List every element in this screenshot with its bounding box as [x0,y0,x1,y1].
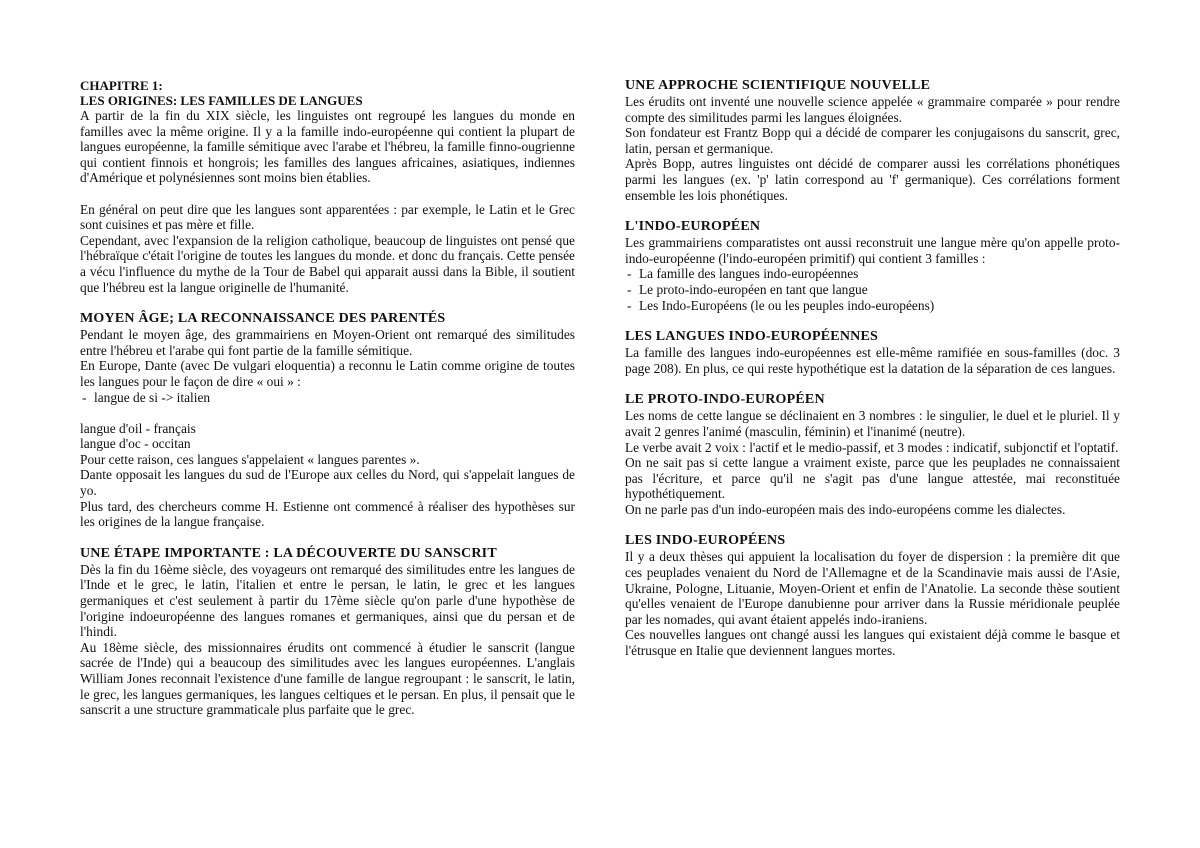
section-indo-europeens [625,533,1120,658]
paragraph: En général on peut dire que les langues sont apparentées : par exemple, le Latin et le Grec sont cuisines et pas mère et fille. [80,201,575,233]
paragraph: Pendant le moyen âge, des grammairiens en Moyen-Orient ont remarqué des similitudes entre l'hébreu et l'arabe qui font partie de la famille sémitique. [80,327,575,358]
section-moyen-age [80,311,575,530]
paragraph: Dante opposait les langues du sud de l'Europe aux celles du Nord, qui s'appelait langues de yo. [80,467,575,499]
paragraph: Ces nouvelles langues ont changé aussi les langues qui existaient déjà comme le basque et l'étrusque en Italie que deviennent langues mortes. [625,627,1120,659]
paragraph: On ne sait pas si cette langue a vraiment existe, parce que les peuplades ne connaissaient pas l'écriture, et parce qu'il ne s'agit pas d'une langue attestée, mai reconstituée hypothétiquement. [625,455,1120,502]
section-heading: LE PROTO-INDO-EUROPÉEN [625,392,825,408]
section-heading: MOYEN ÂGE; LA RECONNAISSANCE DES PARENTÉS [80,311,446,327]
section-indo-europeen [625,219,1120,313]
paragraph: Il y a deux thèses qui appuient la localisation du foyer de dispersion : la première dit que ces peuplades venaient du Nord de l'Allemagne et de la Scandinavie mais aussi de l'Asie, Ukraine, Pologne, Lituanie, Moyen-Orient et enfin de l'Anatolie. La seconde thèse soutient qu'elles venaient de l'Europe danubienne pour arriver dans la Russie méridionale peuplée par les nomades, qui avant étaient appelés indo-iraniens. [625,549,1120,627]
paragraph: En Europe, Dante (avec De vulgari eloquentia) a reconnu le Latin comme origine de toutes les langues pour le façon de dire « oui » : [80,358,575,389]
section-langues [625,329,1120,376]
section-heading: LES LANGUES INDO-EUROPÉENNES [625,329,878,345]
dash-list [625,266,1120,313]
chapter-title: LES ORIGINES: LES FAMILLES DE LANGUES [80,93,363,108]
section-approche [625,78,1120,203]
paragraph: Le verbe avait 2 voix : l'actif et le medio-passif, et 3 modes : indicatif, subjonctif et l'optatif. [625,439,1119,455]
dash-list [80,390,575,406]
paragraph: Pour cette raison, ces langues s'appelaient « langues parentes ». [80,451,420,467]
left-column [80,78,575,734]
paragraph: On ne parle pas d'un indo-européen mais des indo-européens comme les dialectes. [625,501,1066,517]
right-column [625,78,1120,675]
list-item: - langue de si -> italien [80,390,575,406]
paragraph: Les érudits ont inventé une nouvelle science appelée « grammaire comparée » pour rendre compte des similitudes parmi les langues éloignées. [625,94,1120,125]
blank-line [80,186,575,202]
list-item: - La famille des langues indo-européennes [625,266,1120,282]
section-heading: LES INDO-EUROPÉENS [625,533,786,549]
chapter-intro [80,78,575,295]
paragraph: Les grammairiens comparatistes ont aussi reconstruit une langue mère qu'on appelle proto-indo-européenne (l'indo-européen primitif) qui contient 3 familles : [625,235,1120,266]
paragraph: langue d'oc - occitan [80,436,191,452]
list-item: - Le proto-indo-européen en tant que langue [625,282,1120,298]
paragraph: Cependant, avec l'expansion de la religion catholique, beaucoup de linguistes ont pensé que l'hébraïque c'était l'origine de toutes les langues du monde. et donc du français. Cette pensée a vécu l'influence du mythe de la Tour de Babel qui apparait aussi dans la Bible, il soutient que l'hébreu est la langue originelle de l'humanité. [80,232,575,295]
paragraph: langue d'oil - français [80,420,196,436]
section-heading: UNE ÉTAPE IMPORTANTE : LA DÉCOUVERTE DU SANSCRIT [80,545,497,561]
paragraph: Son fondateur est Frantz Bopp qui a décidé de comparer les conjugaisons du sanscrit, grec, latin, persan et germanique. [625,125,1120,156]
paragraph: Après Bopp, autres linguistes ont décidé de comparer aussi les corrélations phonétiques parmi les langues (ex. 'p' latin correspond au 'f' germanique). Ces corrélations forment ensemble les lois phonétiques. [625,156,1120,203]
list-item: - Les Indo-Européens (le ou les peuples indo-européens) [625,298,1120,314]
chapter-number: CHAPITRE 1: [80,78,163,93]
paragraph: La famille des langues indo-européennes est elle-même ramifiée en sous-familles (doc. 3 page 208). En plus, ce qui reste hypothétique est la datation de la séparation de ces langues. [625,345,1120,376]
section-heading: L'INDO-EUROPÉEN [625,219,761,235]
paragraph: Plus tard, des chercheurs comme H. Estienne ont commencé à réaliser des hypothèses sur les origines de la langue française. [80,498,575,530]
section-proto [625,392,1120,517]
blank-line [80,405,575,421]
paragraph: Dès la fin du 16ème siècle, des voyageurs ont remarqué des similitudes entre les langues de l'Inde et le grec, le latin, l'italien et entre le persan, le latin, le grec et les langues germaniques et c'est seulement à partir du 17ème siècle qu'on parle d'une hypothèse de l'origine indoeuropéenne des langues romanes et germaniques, ainsi que du persan et de l'hindi. [80,561,575,640]
paragraph: A partir de la fin du XIX siècle, les linguistes ont regroupé les langues du monde en familles avec la même origine. Il y a la famille indo-européenne qui contient la plupart de langues européenne, la famille sémitique avec l'arabe et l'hébreu, la famille finno-ougrienne qui contient finnois et hongrois; les familles des langues africaines, asiatiques, indiennes d'Amérique et polynésiennes sont moins bien établies. [80,108,575,186]
paragraph: Au 18ème siècle, des missionnaires érudits ont commencé à étudier le sanscrit (langue sacrée de l'Inde) qui a beaucoup des similitudes avec les langues européennes. L'anglais William Jones reconnait l'existence d'une famille de langue regroupant : le sanscrit, le latin, le grec, les langues germaniques, les langues celtiques et le persan. En plus, il pensait que le sanscrit a une structure grammaticale plus parfaite que le grec. [80,639,575,718]
section-sanscrit [80,546,575,718]
section-heading: UNE APPROCHE SCIENTIFIQUE NOUVELLE [625,78,931,93]
paragraph: Les noms de cette langue se déclinaient en 3 nombres : le singulier, le duel et le pluriel. Il y avait 2 genres l'animé (masculin, féminin) et l'inanimé (neutre). [625,408,1120,439]
